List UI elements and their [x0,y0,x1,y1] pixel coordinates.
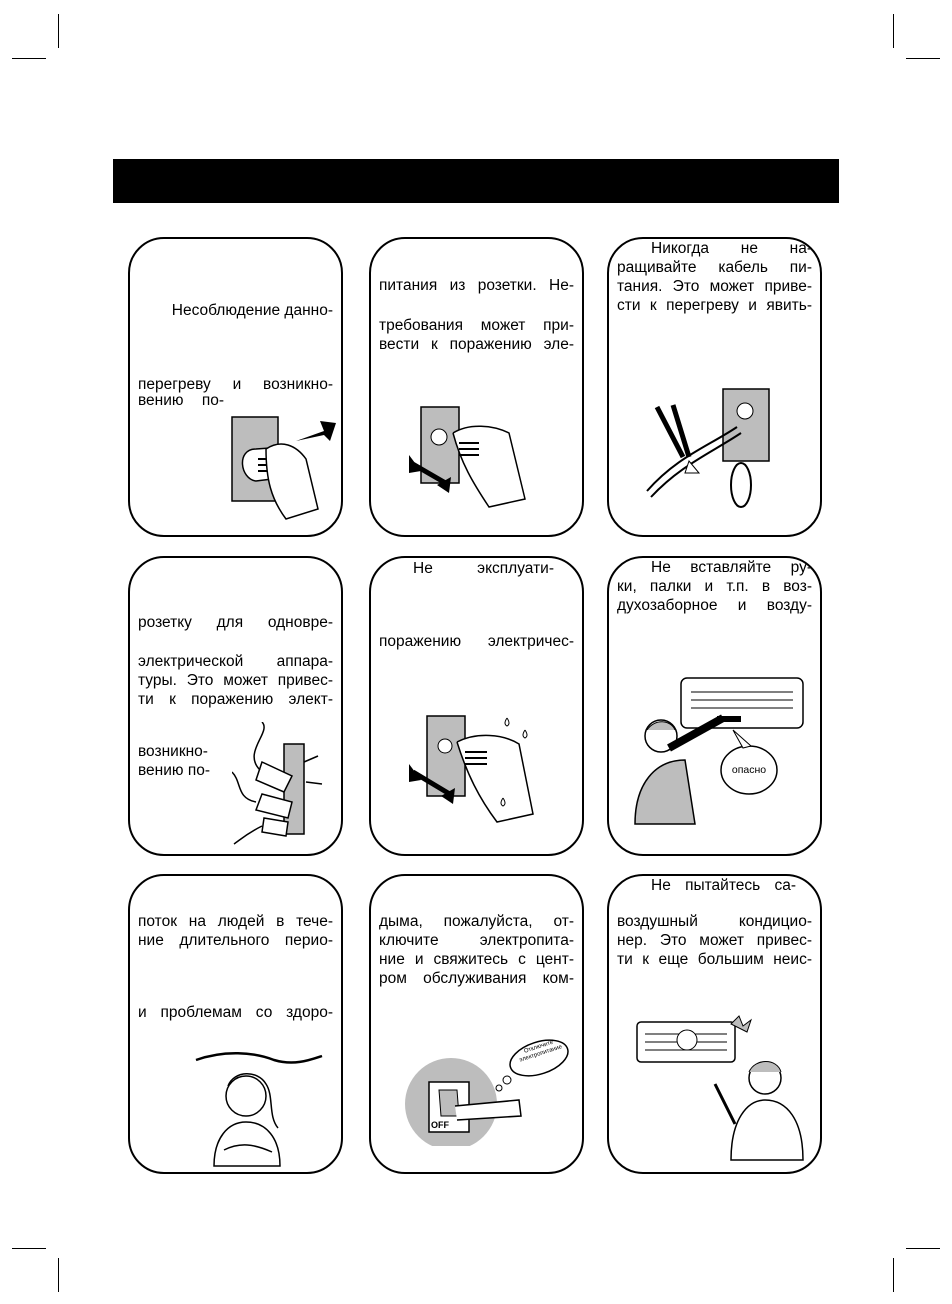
unplug-hand-illustration [226,409,336,529]
crop-mark [12,1248,46,1249]
card-text: туры. Это может привес- [138,672,333,689]
crop-mark [12,58,46,59]
card-text: ние и свяжитесь с цент- [379,951,574,968]
crop-mark [893,1258,894,1292]
warning-card-2 [369,237,584,537]
card-text: требования может при- [379,317,574,334]
airflow-woman-illustration [194,1046,324,1172]
crop-mark [906,58,940,59]
card-text: тания. Это может приве- [617,278,812,295]
card-text: ки, палки и т.п. в воз- [617,578,812,595]
card-text: Не эксплуати- [413,560,554,577]
card-text: Не пытайтесь са- [651,877,796,894]
warning-card-1 [128,237,343,537]
card-text: дыма, пожалуйста, от- [379,913,574,930]
wet-hands-illustration [407,708,543,828]
warning-card-6 [607,556,822,856]
warning-card-5 [369,556,584,856]
switch-off-label: OFF [431,1120,449,1130]
crop-mark [893,14,894,48]
card-text: возникно- [138,743,208,760]
card-text: и проблемам со здоро- [138,1004,333,1021]
card-text: вести к поражению эле- [379,336,574,353]
card-text: ключите электропита- [379,932,574,949]
card-text: ращивайте кабель пи- [617,259,812,276]
warning-card-4 [128,556,343,856]
card-text: духозаборное и возду- [617,597,812,614]
card-text: питания из розетки. Не- [379,277,574,294]
plug-arrow-illustration [409,403,539,513]
card-text: ти к еще большим неис- [617,951,812,968]
card-text: розетку для одновре- [138,614,333,631]
card-text: ром обслуживания ком- [379,970,574,987]
danger-bubble-text: опасно [731,764,767,776]
card-text: поражению электричес- [379,633,574,650]
crop-mark [58,1258,59,1292]
card-text: ние длительного перио- [138,932,333,949]
power-switch-illustration [399,1036,569,1146]
warning-card-3 [607,237,822,537]
crop-mark [58,14,59,48]
air-conditioner-child-illustration [625,674,809,842]
card-text: Не вставляйте ру- [651,559,812,576]
card-text: перегреву и возникно- [138,376,333,393]
header-banner [113,159,839,203]
card-text: нер. Это может привес- [617,932,812,949]
card-text: электрической аппара- [138,653,333,670]
crop-mark [906,1248,940,1249]
card-text: вению по- [138,762,211,779]
multiple-plugs-illustration [232,722,340,846]
repairman-illustration [631,1014,815,1164]
card-text: Несоблюдение данно- [171,302,333,319]
warning-card-9 [607,874,822,1174]
card-text: сти к перегреву и явить- [617,297,812,314]
cable-cutter-illustration [637,387,777,515]
card-text: вению по- [138,392,225,409]
warning-card-7 [128,874,343,1174]
card-text: Никогда не на- [651,240,812,257]
card-text: ти к поражению элект- [138,691,333,708]
warning-card-8 [369,874,584,1174]
card-text: поток на людей в тече- [138,913,333,930]
bubble-text: Отключите электропитание [518,1039,564,1064]
card-text: воздушный кондицио- [617,913,812,930]
